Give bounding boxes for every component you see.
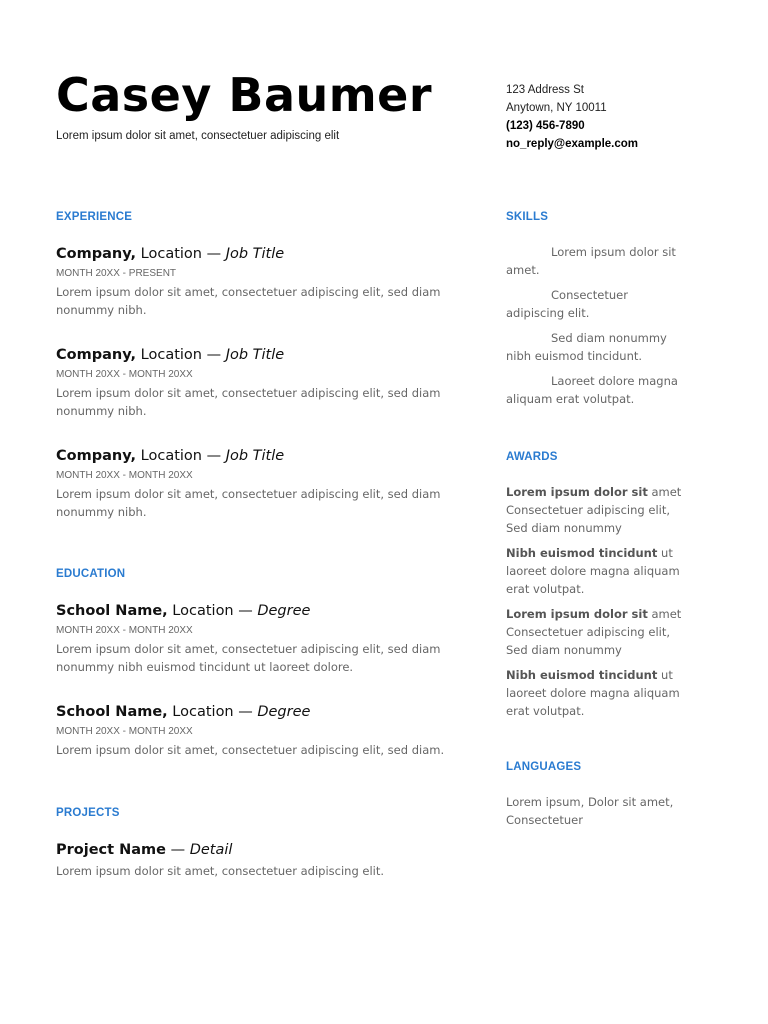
- skills-list: [506, 243, 686, 415]
- company: Company,: [56, 448, 137, 464]
- location: Location —: [167, 603, 258, 619]
- resume-name: Casey Baumer: [56, 68, 433, 122]
- entry-title: [56, 446, 456, 466]
- location: Location —: [136, 448, 226, 464]
- separator: —: [165, 842, 190, 858]
- entry-description: Lorem ipsum dolor sit amet, consectetuer adipiscing elit, sed diam nonummy nibh euismod tincidunt ut laoreet dolore.: [56, 642, 441, 674]
- entry-date: MONTH 20XX - PRESENT: [56, 268, 177, 279]
- entry-description: Lorem ipsum dolor sit amet, consectetuer adipiscing elit.: [56, 864, 385, 878]
- degree: Degree: [257, 704, 311, 720]
- skill-item: Laoreet dolore magna aliquam erat volutpat.: [506, 374, 678, 406]
- job-title: Job Title: [225, 347, 285, 363]
- school: School Name,: [56, 704, 168, 720]
- award-item: [506, 544, 686, 598]
- contact-block: [506, 81, 638, 153]
- company: Company,: [56, 246, 137, 262]
- award-item: [506, 483, 686, 537]
- education-entry: [56, 601, 456, 676]
- entry-title: [56, 601, 456, 621]
- location: Location —: [136, 246, 226, 262]
- entry-description: Lorem ipsum dolor sit amet, consectetuer adipiscing elit, sed diam nonummy nibh.: [56, 487, 441, 519]
- location: Location —: [167, 704, 258, 720]
- awards-list: [506, 483, 686, 727]
- school: School Name,: [56, 603, 168, 619]
- award-text: amet Consectetuer adipiscing elit, Sed diam nonummy: [506, 607, 682, 657]
- award-item: [506, 666, 686, 720]
- entry-description: Lorem ipsum dolor sit amet, consectetuer adipiscing elit, sed diam nonummy nibh.: [56, 386, 441, 418]
- award-title: Nibh euismod tincidunt: [506, 668, 658, 682]
- skill-item: Lorem ipsum dolor sit amet.: [506, 245, 676, 277]
- entry-title: [56, 345, 456, 365]
- skill-item: Sed diam nonummy nibh euismod tincidunt.: [506, 331, 667, 363]
- languages-heading: LANGUAGES: [506, 761, 582, 773]
- experience-entry: [56, 244, 456, 319]
- award-title: Lorem ipsum dolor sit: [506, 485, 648, 499]
- project-name: Project Name: [56, 842, 166, 858]
- award-text: ut laoreet dolore magna aliquam erat volutpat.: [506, 668, 680, 718]
- skills-heading: SKILLS: [506, 211, 549, 223]
- awards-heading: AWARDS: [506, 451, 558, 463]
- entry-date: MONTH 20XX - MONTH 20XX: [56, 726, 193, 737]
- job-title: Job Title: [225, 448, 285, 464]
- projects-heading: PROJECTS: [56, 807, 120, 819]
- education-entry: [56, 702, 456, 759]
- award-title: Nibh euismod tincidunt: [506, 546, 658, 560]
- entry-date: MONTH 20XX - MONTH 20XX: [56, 369, 193, 380]
- experience-entry: [56, 446, 456, 521]
- location: Location —: [136, 347, 226, 363]
- award-title: Lorem ipsum dolor sit: [506, 607, 648, 621]
- phone: (123) 456-7890: [506, 120, 585, 132]
- project-entry: [56, 840, 456, 880]
- entry-description: Lorem ipsum dolor sit amet, consectetuer adipiscing elit, sed diam.: [56, 743, 445, 757]
- skill-item: Consectetuer adipiscing elit.: [506, 288, 628, 320]
- degree: Degree: [257, 603, 311, 619]
- experience-entry: [56, 345, 456, 420]
- entry-description: Lorem ipsum dolor sit amet, consectetuer adipiscing elit, sed diam nonummy nibh.: [56, 285, 441, 317]
- award-item: [506, 605, 686, 659]
- tagline: Lorem ipsum dolor sit amet, consectetuer adipiscing elit: [56, 130, 340, 142]
- languages-text: Lorem ipsum, Dolor sit amet, Consectetuer: [506, 795, 674, 827]
- project-detail: Detail: [189, 842, 233, 858]
- entry-title: [56, 702, 456, 722]
- entry-title: [56, 244, 456, 264]
- company: Company,: [56, 347, 137, 363]
- entry-title: [56, 840, 456, 860]
- email: no_reply@example.com: [506, 138, 639, 150]
- address-line-2: Anytown, NY 10011: [506, 102, 607, 114]
- entry-date: MONTH 20XX - MONTH 20XX: [56, 470, 193, 481]
- award-text: amet Consectetuer adipiscing elit, Sed diam nonummy: [506, 485, 682, 535]
- address-line-1: 123 Address St: [506, 84, 584, 96]
- education-heading: EDUCATION: [56, 568, 126, 580]
- job-title: Job Title: [225, 246, 285, 262]
- award-text: ut laoreet dolore magna aliquam erat volutpat.: [506, 546, 680, 596]
- entry-date: MONTH 20XX - MONTH 20XX: [56, 625, 193, 636]
- experience-heading: EXPERIENCE: [56, 211, 133, 223]
